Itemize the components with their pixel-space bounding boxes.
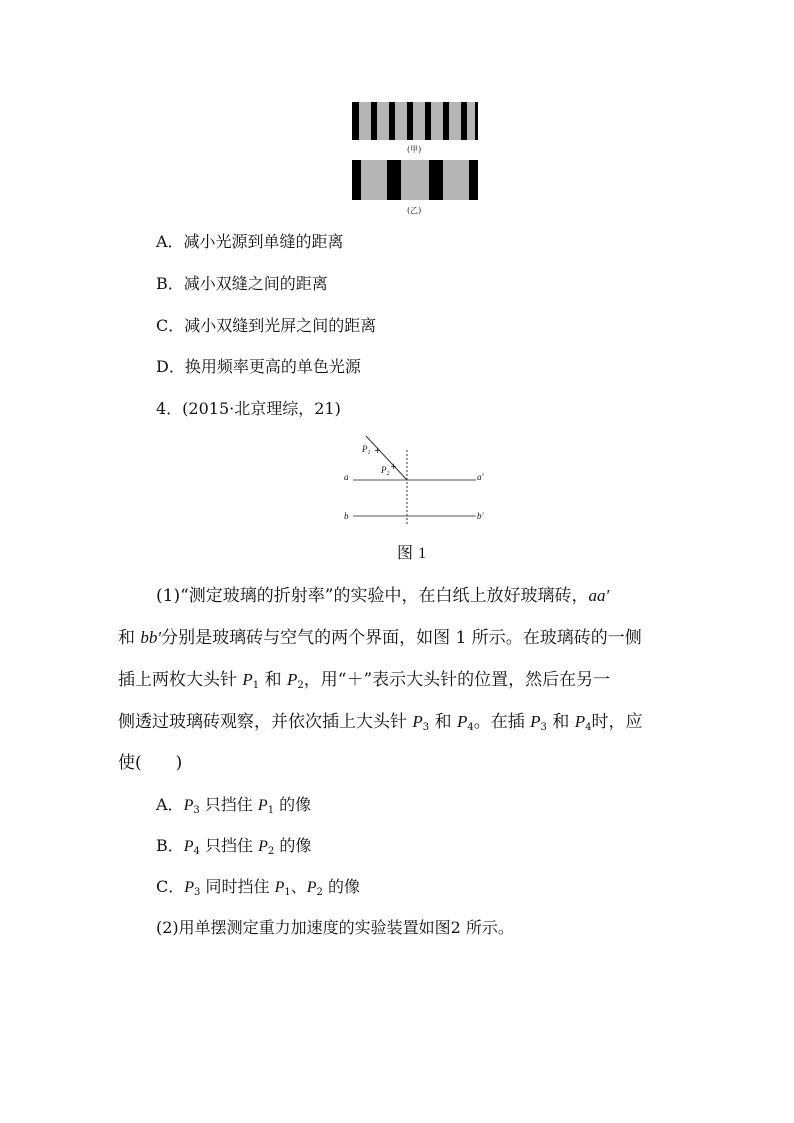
q3-option-d: D．换用频率更高的单色光源 [156,357,361,376]
figure1-caption: 图 1 [397,543,427,562]
fringe-pattern-a [352,102,478,140]
fringe-pattern-b [352,160,478,200]
part1-line-4: 侧透过玻璃砖观察，并依次插上大头针 $P_3$ 和 $P_4$。在插 $P_3$ 和 $P_4$时，应 [118,712,643,733]
fringe-caption-a: (甲) [407,145,422,154]
label-b: b [344,511,349,521]
part1-line-2: 和 bb′分别是玻璃砖与空气的两个界面，如图 1 所示。在玻璃砖的一侧 [118,628,642,648]
label-a-prime: a′ [477,472,484,482]
label-a: a [344,472,349,482]
q3-option-c: C．减小双缝到光屏之间的距离 [156,316,377,335]
q4-header: 4．(2015·北京理综，21) [156,399,341,418]
fringe-figure [350,100,480,220]
q3-option-b: B．减小双缝之间的距离 [156,274,328,293]
part1-option-a: A．$P_3$ 只挡住 $P_1$ 的像 [156,795,312,816]
part1-option-b: B．$P_4$ 只挡住 $P_2$ 的像 [156,836,312,857]
pin-p2-mark: + [390,462,397,471]
part1-line-5: 使( ) [118,753,183,773]
pin-p1-mark: + [374,446,381,455]
label-b-prime: b′ [477,511,484,521]
fringe-caption-b: (乙) [407,206,422,215]
part1-option-c: C．$P_3$ 同时挡住 $P_1$、$P_2$ 的像 [156,877,361,898]
part1-line-3: 插上两枚大头针 $P_1$ 和 $P_2$，用“＋”表示大头针的位置，然后在另一 [118,670,611,691]
label-p1: $P_1$ [362,444,371,456]
part1-line-1: (1)“测定玻璃的折射率”的实验中，在白纸上放好玻璃砖，aa′ [156,586,610,606]
label-p2: $P_2$ [381,465,390,477]
q3-option-a: A．减小光源到单缝的距离 [156,232,344,251]
part2-text: (2)用单摆测定重力加速度的实验装置如图2 所示。 [156,918,514,937]
